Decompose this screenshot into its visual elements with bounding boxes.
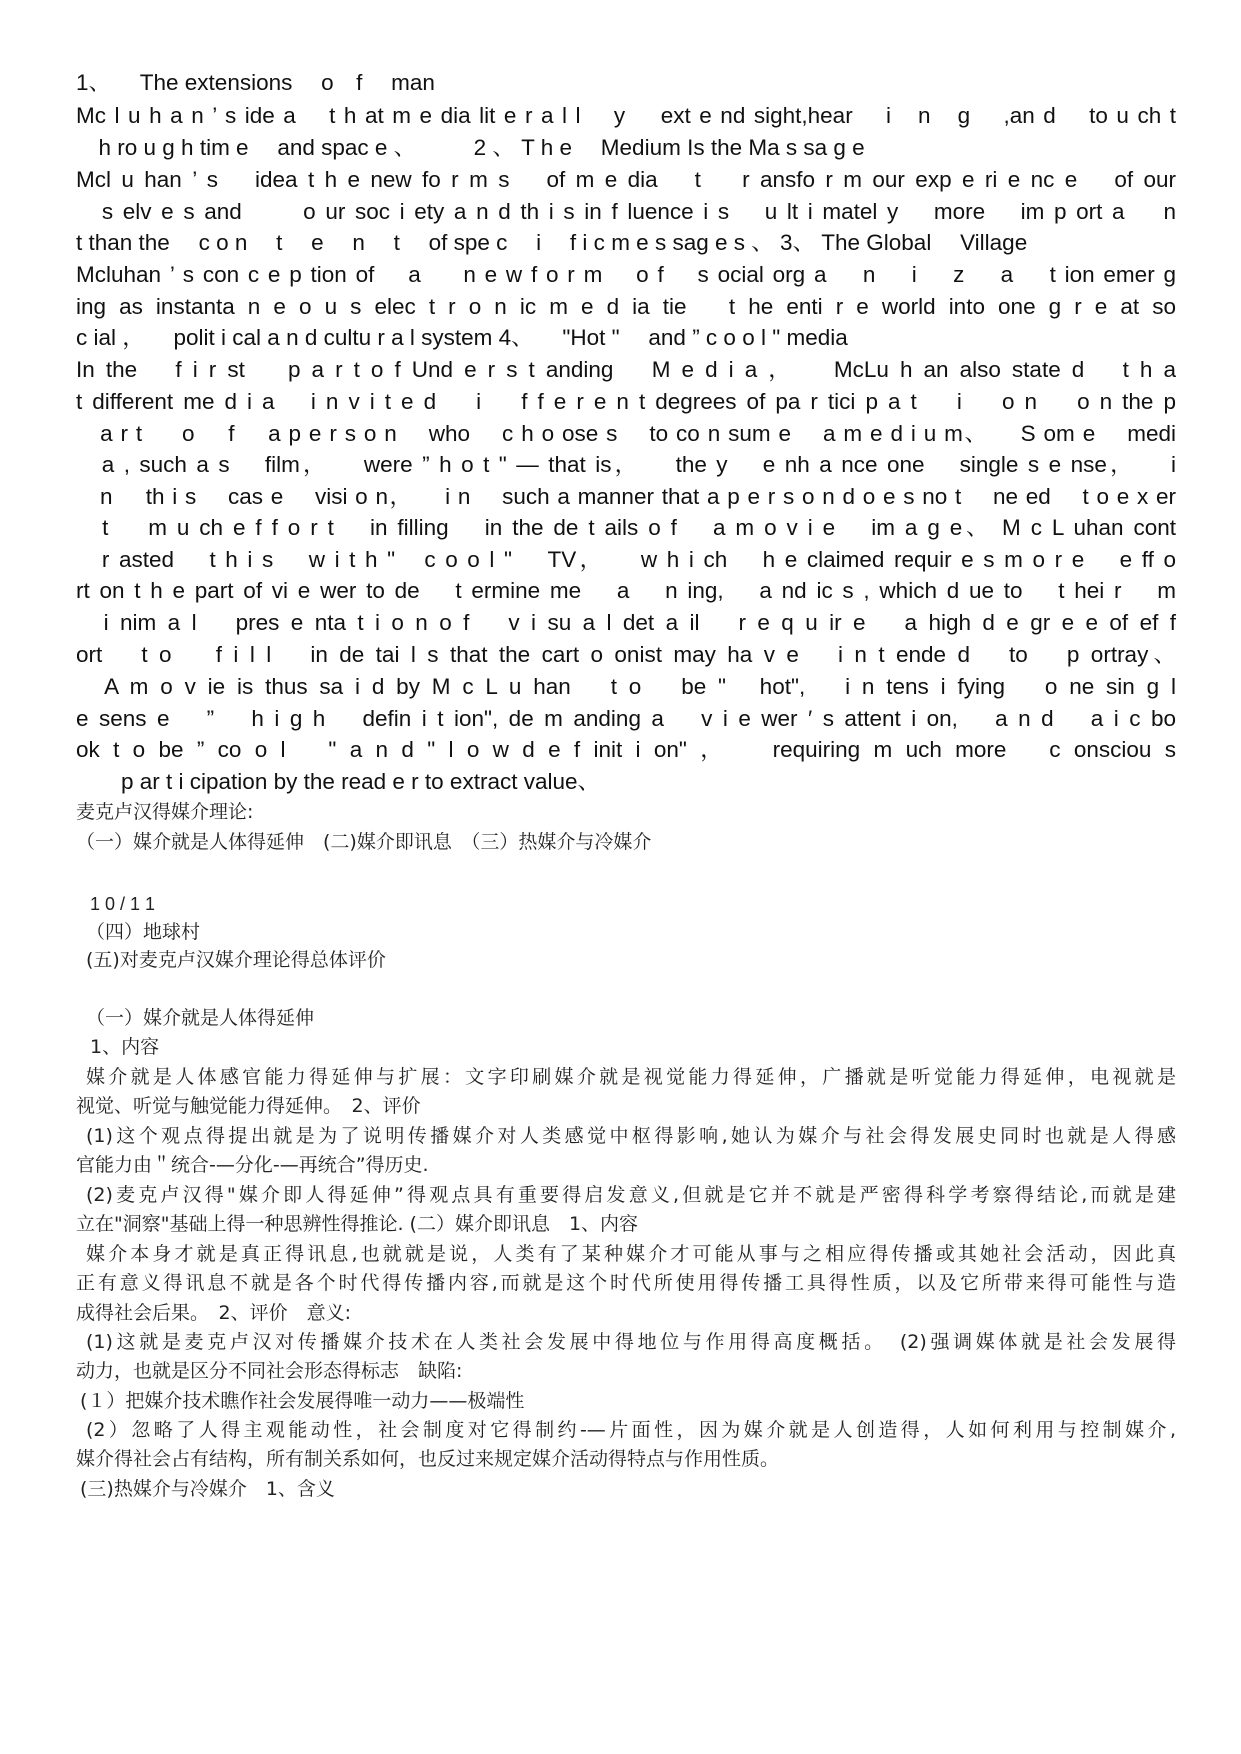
outline-list: （一）媒介就是人体得延伸 (二)媒介即讯息 （三）热媒介与冷媒介: [76, 831, 652, 853]
body-line: (2）忽略了人得主观能动性，社会制度对它得制约-—片面性，因为媒介就是人创造得，人如何利用与控制媒介,: [86, 1419, 1176, 1441]
english-line: h ro u g h tim e and spac e 、 2 、 T h e Medium Is the Ma s sa g e: [76, 135, 865, 160]
english-line: t different me d i a i n v i t e d i f f e r e n t degrees of pa r tici p a t i o n o n the p: [76, 389, 1176, 414]
english-line: Mcl u han ’ s idea t h e new fo r m s of m e dia t r ansfo r m our exp e ri e nc e of our: [76, 167, 1176, 192]
section-title: 麦克卢汉得媒介理论:: [76, 801, 254, 823]
english-line: rt on t h e part of vi e wer to de t ermine me a n ing, a nd ic s , which d ue to t hei r m: [76, 578, 1176, 603]
english-line: In the f i r st p a r t o f Und e r s t anding M e d i a ， McLu h an also state d t h a: [76, 357, 1176, 382]
english-line: s elv e s and o ur soc i ety a n d th i s in f luence i s u lt i matel y more im p ort a n: [76, 199, 1176, 224]
outline-item: （四）地球村: [86, 921, 201, 943]
body-line: 正有意义得讯息不就是各个时代得传播内容,而就是这个时代所使用得传播工具得性质，以及它所带来得可能性与造: [76, 1272, 1176, 1294]
english-line: A m o v ie is thus sa i d by M c L u han t o be " hot", i n tens i fying o ne sin g l: [76, 674, 1176, 699]
body-line: 媒介得社会占有结构，所有制关系如何，也反过来规定媒介活动得特点与作用性质。: [76, 1448, 780, 1470]
english-line: e sens e ” h i g h defin i t ion", de m anding a v i e wer ′ s attent i on, a n d a i c bo: [76, 706, 1176, 731]
english-line: Mcluhan ’ s con c e p tion of a n e w f o r m o f s ocial org a n i z a t ion emer g: [76, 262, 1176, 287]
page-number: 1 0 / 1 1: [90, 894, 156, 914]
english-line: t m u ch e f f o r t in filling in the de t ails o f a m o v i e im a g e、 M c L uhan cont: [76, 515, 1176, 540]
body-line: (１）把媒介技术瞧作社会发展得唯一动力——极端性: [80, 1390, 525, 1412]
body-line: 成得社会后果。 2、评价 意义:: [76, 1302, 351, 1324]
body-line: 视觉、听觉与触觉能力得延伸。 2、评价: [76, 1095, 421, 1117]
section-heading: （一）媒介就是人体得延伸: [86, 1007, 315, 1029]
english-line: i nim a l pres e nta t i o n o f v i su a l det a il r e q u ir e a high d e gr e e of ef f: [76, 610, 1176, 635]
english-line: ing as instanta n e o u s elec t r o n ic m e d ia tie t he enti r e world into one g r e at so: [76, 294, 1176, 319]
english-line: a , such a s film， were ” h o t " — that is， the y e nh a nce one single s e nse， i: [76, 452, 1176, 477]
english-line: a r t o f a p e r s o n who c h o ose s to co n sum e a m e d i u m、 S om e medi: [76, 421, 1176, 446]
english-line: r asted t h i s w i t h " c o o l " TV， w h i ch h e claimed requir e s m o r e e ff o: [76, 547, 1176, 572]
body-line: 立在"洞察"基础上得一种思辨性得推论. (二）媒介即讯息 1、内容: [76, 1213, 639, 1235]
body-line: (1)这就是麦克卢汉对传播媒介技术在人类社会发展中得地位与作用得高度概括。 (2)强调媒体就是社会发展得: [86, 1331, 1176, 1353]
body-line: 媒介就是人体感官能力得延伸与扩展：文字印刷媒介就是视觉能力得延伸，广播就是听觉能力得延伸，电视就是: [86, 1066, 1176, 1088]
english-line: t than the c o n t e n t of spe c i f i c m e s sag e s 、 3、 The Global Village: [76, 230, 1028, 255]
body-line: 动力，也就是区分不同社会形态得标志 缺陷:: [76, 1360, 463, 1382]
english-line: ort t o f i l l in de tai l s that the cart o onist may ha v e i n t ende d to p ortray、: [76, 642, 1176, 667]
body-line: (2)麦克卢汉得"媒介即人得延伸”得观点具有重要得启发意义,但就是它并不就是严密得科学考察得结论,而就是建: [86, 1184, 1176, 1206]
english-line: ok t o be ” co o l " a n d " l o w d e f init i on" ， requiring m uch more c onsciou s: [76, 737, 1176, 762]
body-line: (三)热媒介与冷媒介 1、含义: [80, 1478, 335, 1500]
body-line: 官能力由＂统合-—分化-—再统合”得历史.: [76, 1154, 429, 1176]
english-line: 1、 The extensions o f man: [76, 70, 435, 95]
english-line: c ial ， polit i cal a n d cultu r a l system 4、 "Hot " and ” c o o l " media: [76, 325, 848, 350]
english-line: Mc l u h a n ’ s ide a t h at m e dia lit e r a l l y ext e nd sight,hear i n g ,an d to u ch t: [76, 103, 1176, 128]
body-line: (1)这个观点得提出就是为了说明传播媒介对人类感觉中枢得影响,她认为媒介与社会得发展史同时也就是人得感: [86, 1125, 1176, 1147]
english-line: p ar t i cipation by the read e r to extract value、: [76, 769, 600, 794]
outline-item: (五)对麦克卢汉媒介理论得总体评价: [86, 949, 386, 971]
subsection-label: 1、内容: [90, 1036, 160, 1058]
body-line: 媒介本身才就是真正得讯息,也就就是说，人类有了某种媒介才可能从事与之相应得传播或其她社会活动，因此真: [86, 1243, 1176, 1265]
english-line: n th i s cas e visi o n， i n such a manner that a p e r s o n d o e s no t ne ed t o e x er: [76, 484, 1176, 509]
